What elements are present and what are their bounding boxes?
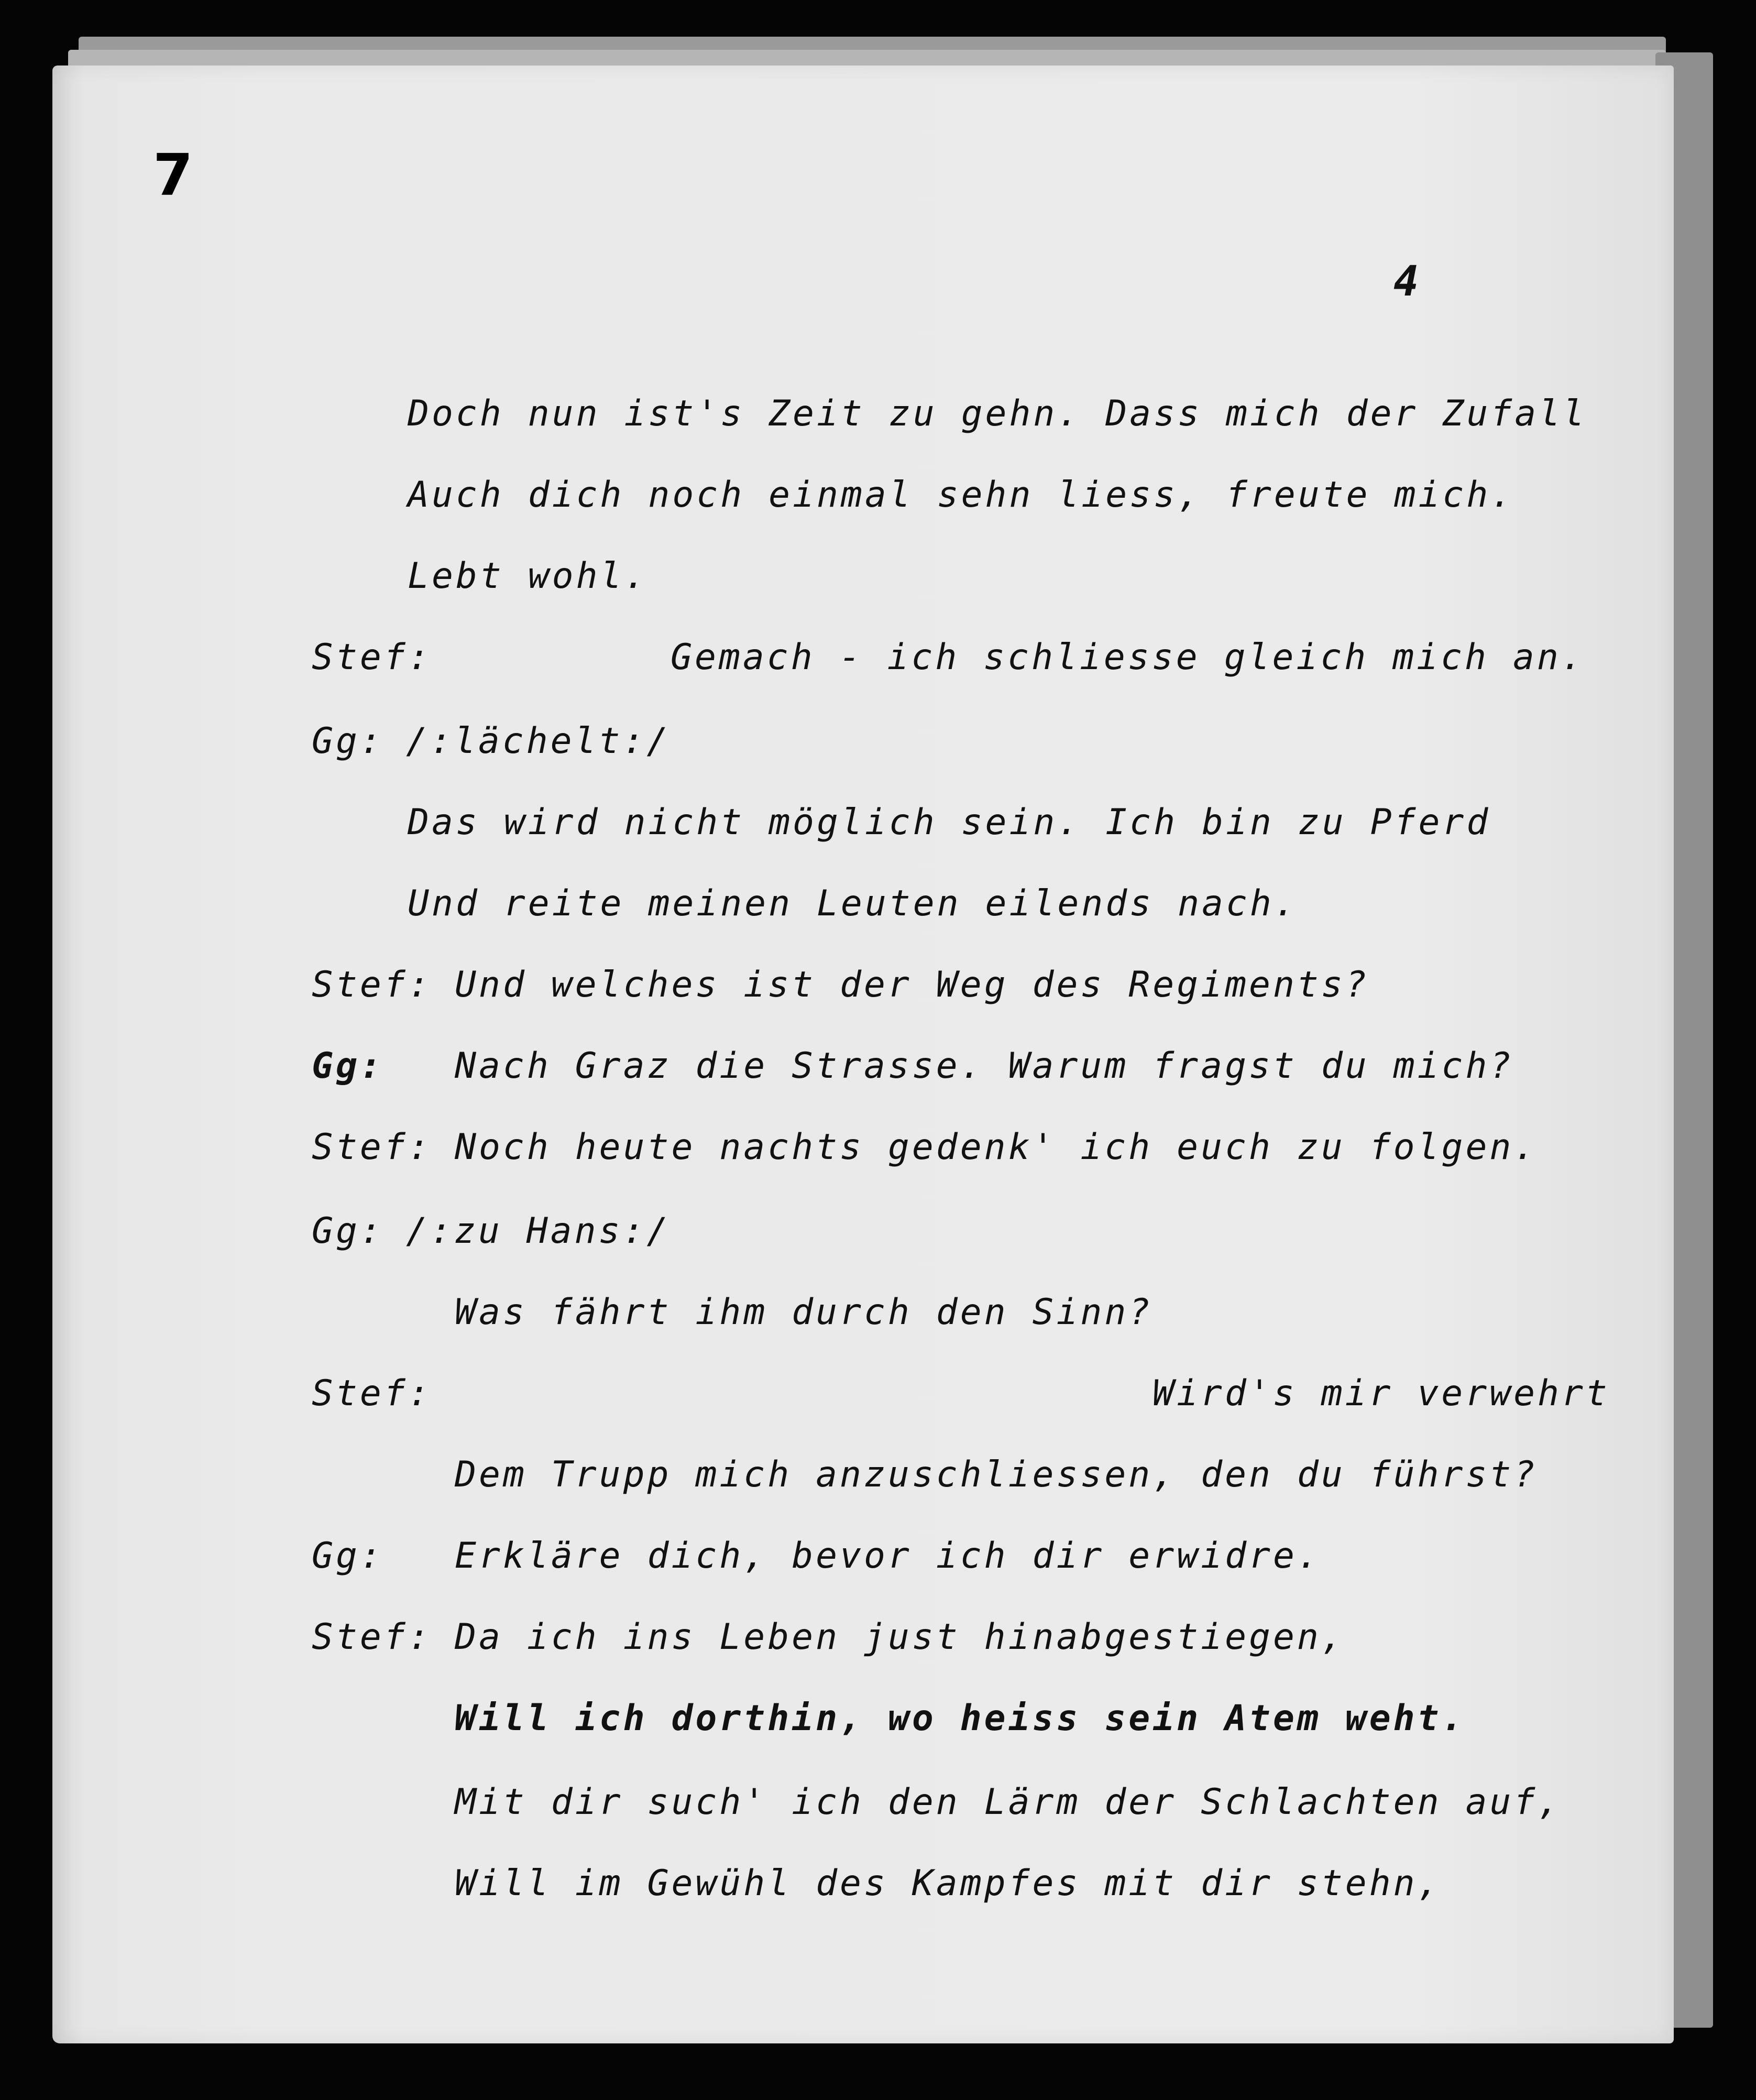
text-line-19: Will im Gewühl des Kampfes mit dir stehn, [455,1863,1442,1904]
text-line-14: Dem Trupp mich anzuschliessen, den du führst? [455,1454,1538,1495]
stage-direction: /:zu Hans:/ [406,1210,671,1252]
speaker-label: Stef: [312,1126,432,1168]
speaker-label: Stef: [312,1373,432,1414]
speaker-label: Gg: [312,1045,384,1087]
text-line-3: Lebt wohl. [408,555,649,597]
speaker-label: Stef: [312,964,432,1005]
text-line-16: Da ich ins Leben just hinabgestiegen, [455,1616,1345,1658]
text-line-2: Auch dich noch einmal sehn liess, freute mich. [408,474,1515,516]
page-number: 4 [1393,257,1419,305]
speaker-label: Stef: [312,637,432,678]
speaker-label: Gg: [312,1210,384,1252]
text-line-15: Erkläre dich, bevor ich dir erwidre. [455,1535,1321,1577]
text-line-13: Wird's mir verwehrt [1153,1373,1610,1414]
text-line-9: Nach Graz die Strasse. Warum fragst du mich? [455,1045,1514,1087]
speaker-label: Gg: [312,720,384,762]
text-line-4: Gemach - ich schliesse gleich mich an. [671,637,1585,678]
text-line-12: Was fährt ihm durch den Sinn? [455,1292,1153,1333]
text-line-18: Mit dir such' ich den Lärm der Schlachten auf, [455,1781,1562,1823]
text-line-8: Und welches ist der Weg des Regiments? [455,964,1369,1005]
corner-handwritten-mark: 7 [153,141,193,209]
text-line-10: Noch heute nachts gedenk' ich euch zu folgen. [455,1126,1538,1168]
text-line-17: Will ich dorthin, wo heiss sein Atem weht. [455,1698,1466,1739]
text-line-1: Doch nun ist's Zeit zu gehn. Dass mich der Zufall [408,393,1587,434]
text-line-6: Das wird nicht möglich sein. Ich bin zu Pferd [408,802,1491,843]
speaker-label: Gg: [312,1535,384,1577]
speaker-label: Stef: [312,1616,432,1658]
stage-direction: /:lächelt:/ [406,720,671,762]
text-line-7: Und reite meinen Leuten eilends nach. [408,883,1298,924]
